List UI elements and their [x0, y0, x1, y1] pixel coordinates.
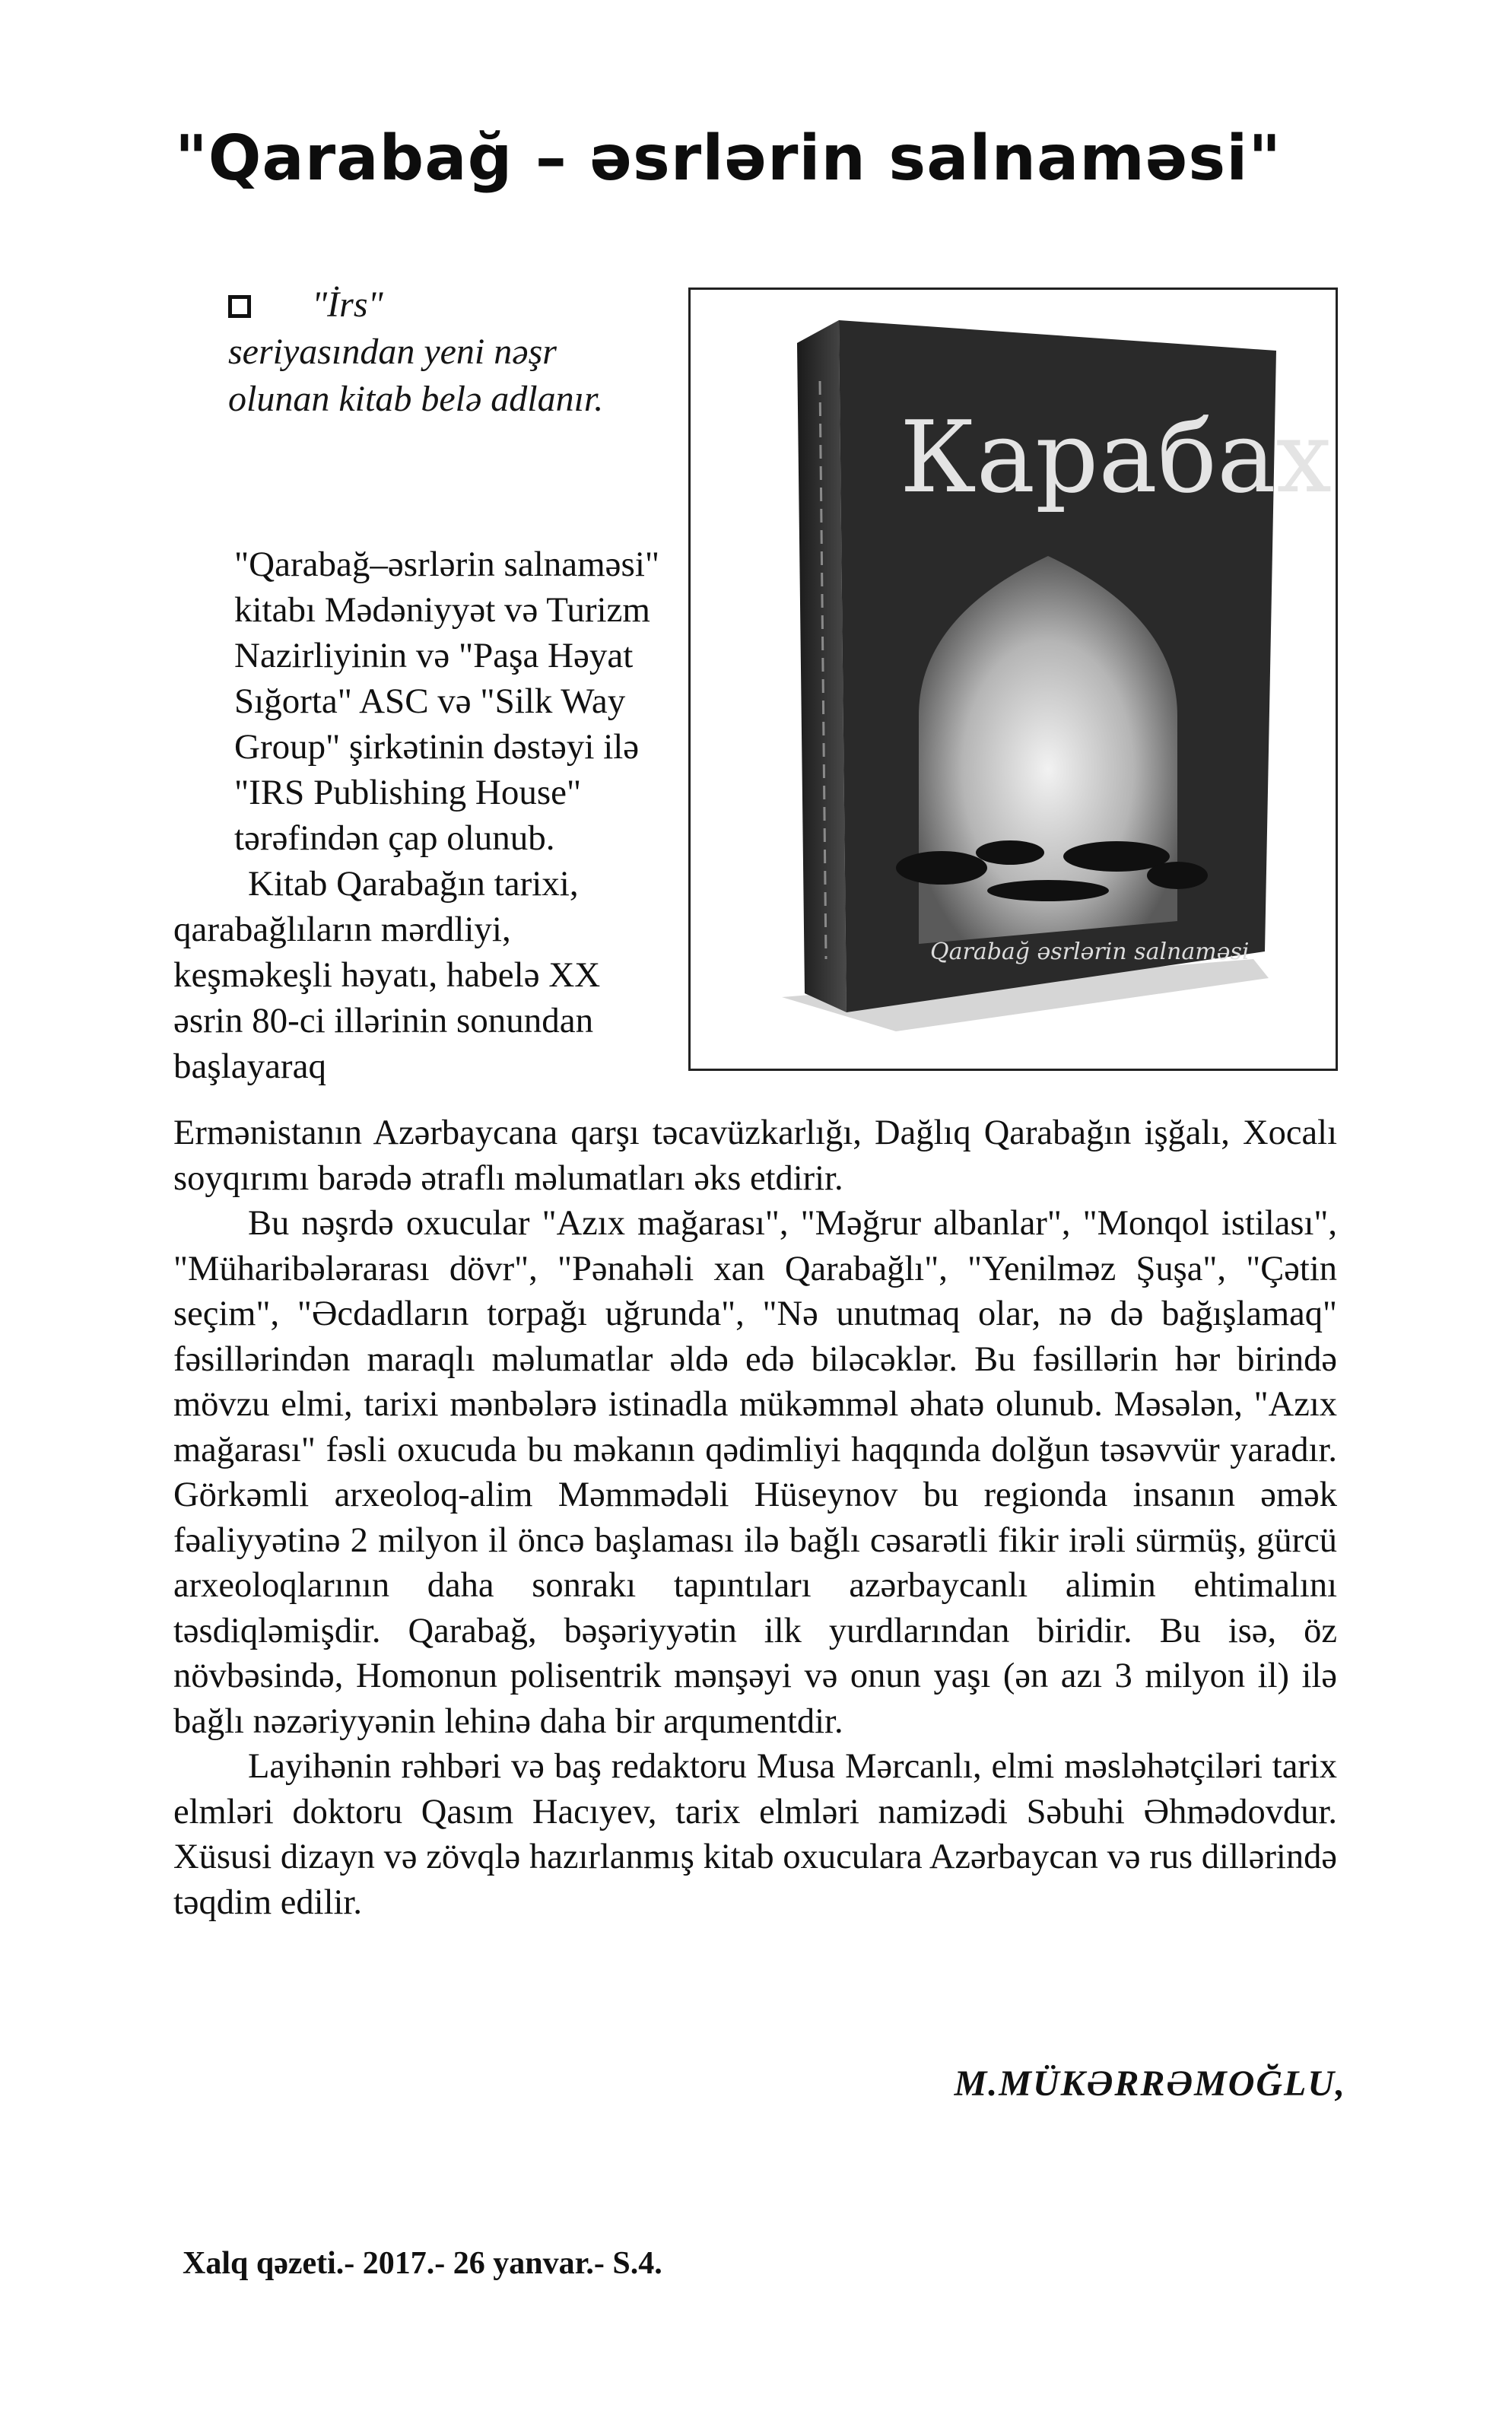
- body-continuation: Ermənistanın Azərbaycana qarşı təcavüzkarlığı, Dağlıq Qarabağın işğalı, Xocalı soyqırımı barədə ətraflı məlumatları əks etdirir.: [173, 1113, 1337, 1198]
- book-subtitle-text: Qarabağ əsrlərin salnaməsi: [930, 939, 1250, 965]
- intro-column: [173, 542, 660, 1089]
- body-paragraph-1: Bu nəşrdə oxucular "Azıx mağarası", "Məğrur albanlar", "Monqol istilası", "Müharibələrarası dövr", "Pənahəli xan Qarabağlı", "Yenilməz Şuşa", "Çətin seçim", "Əcdadların torpağı uğrunda", "Nə unutmaq olar, nə də bağışlamaq" fəsillərindən maraqlı məlumatlar əldə edə biləcəklər. Bu fəsillərin hər birində mövzu elmi, tarixi mənbələrə istinadla mükəmməl əhatə olunub. Məsələn, "Azıx mağarası" fəsli oxucuda bu məkanın qədimliyi haqqında dolğun təsəvvür yaradır. Görkəmli arxeoloq-alim Məmmədəli Hüseynov bu regionda insanın əmək fəaliyyətinə 2 milyon il öncə başlaması ilə bağlı cəsarətli fikir irəli sürmüş, gürcü arxeoloqlarının daha sonrakı tapıntıları azərbaycanlı alimin ehtimalını təsdiqləmişdir. Qarabağ, bəşəriyyətin ilk yurdlarından biridir. Bu isə, öz növbəsində, Homonun polisentrik mənşəyi və onun yaşı (ən azı 3 milyon il) ilə bağlı nəzəriyyənin lehinə daha bir arqumentdir.: [173, 1204, 1337, 1741]
- lead-text: seriyasından yeni nəşr olunan kitab belə adlanır.: [228, 332, 604, 419]
- book-title-text: Карабах: [900, 399, 1332, 515]
- book-cover-image: [691, 290, 1336, 1069]
- intro-paragraph-1: "Qarabağ–əsrlərin salnaməsi" kitabı Mədəniyyət və Turizm Nazirliyinin və "Paşa Həyat Sığorta" ASC və "Silk Way Group" şirkətinin dəstəyi ilə "IRS Publishing House" tərəfindən çap olunub.: [234, 545, 660, 858]
- article-title: "Qarabağ – əsrlərin salnaməsi": [175, 122, 1282, 195]
- article-body: [173, 1110, 1337, 1925]
- book-photo: [688, 287, 1338, 1071]
- body-paragraph-2: Layihənin rəhbəri və baş redaktoru Musa Mərcanlı, elmi məsləhətçiləri tarix elmləri doktoru Qasım Hacıyev, tarix elmləri namizədi Səbuhi Əhmədovdur. Xüsusi dizayn və zövqlə hazırlanmış kitab oxuculara Azərbaycan və rus dillərində təqdim edilir.: [173, 1747, 1337, 1922]
- intro-paragraph-2: Kitab Qarabağın tarixi, qarabağlıların mərdliyi, keşməkeşli həyatı, habelə XX əsrin 80-ci illərinin sonundan başlayaraq: [173, 864, 601, 1086]
- square-bullet-icon: [228, 295, 251, 318]
- article-lead: [228, 281, 654, 423]
- source-citation: Xalq qəzeti.- 2017.- 26 yanvar.- S.4.: [183, 2246, 662, 2281]
- lead-series: "İrs": [312, 284, 383, 325]
- author-signature: M.MÜKƏRRƏMOĞLU,: [954, 2063, 1346, 2104]
